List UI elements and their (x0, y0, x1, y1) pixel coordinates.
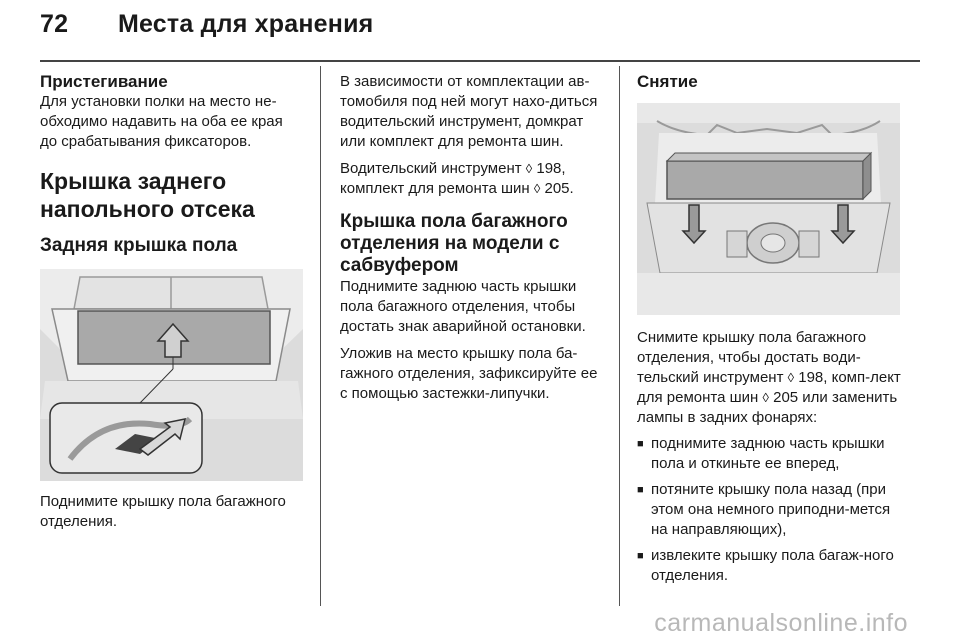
paragraph-velcro: Уложив на место крышку пола ба-гажного отделения, зафиксируйте ее с помощью застежки-липучки. (340, 345, 598, 402)
column-divider (320, 66, 321, 606)
bullet-icon: ■ (637, 484, 644, 496)
list-item (637, 434, 905, 474)
page-reference-icon: ◊ (533, 181, 541, 196)
heading-rear-floor-cover: Задняя крышка пола (40, 235, 238, 256)
trunk-floor-illustration (40, 269, 303, 481)
heading-attach: Пристегивание (40, 72, 168, 91)
removal-text: Снимите крышку пола багажного отделения, чтобы достать води-тельский инструмент (637, 329, 867, 386)
tools-text-3: 205. (540, 180, 574, 197)
list-item (637, 480, 905, 540)
list-item (637, 546, 905, 586)
paragraph-tools-ref (340, 159, 606, 199)
list-item-text: извлеките крышку пола багаж-ного отделения. (651, 547, 894, 584)
column-1 (40, 72, 304, 532)
floor-cover-removal-illustration (637, 103, 900, 315)
column-2 (340, 72, 606, 404)
column-divider (619, 66, 620, 606)
removal-steps-list (637, 434, 905, 586)
figure-caption: Поднимите крышку пола багажного отделения. (40, 493, 286, 530)
tools-text-2: 198, комплект для ремонта шин (340, 160, 566, 197)
page-reference-icon: ◊ (787, 370, 795, 385)
tools-text: Водительский инструмент (340, 160, 526, 177)
page-number: 72 (40, 10, 69, 38)
page-reference-icon: ◊ (525, 161, 533, 176)
bullet-icon: ■ (637, 550, 644, 562)
paragraph-removal (637, 328, 905, 428)
paragraph-contents: В зависимости от комплектации ав-томобиля под ней могут нахо-диться водительский инструмент, домкрат или комплект для ремонта шин. (340, 73, 598, 150)
watermark: carmanualsonline.info (654, 609, 908, 637)
list-item-text: поднимите заднюю часть крышки пола и откиньте ее вперед, (651, 435, 885, 472)
paragraph-warning-sign: Поднимите заднюю часть крышки пола багажного отделения, чтобы достать знак аварийной остановки. (340, 278, 586, 335)
heading-floor-cover: Крышка заднего напольного отсека (40, 168, 255, 222)
column-3 (637, 72, 905, 592)
removal-text-3: 205 или заменить лампы в задних фонарях: (637, 389, 898, 426)
heading-removal: Снятие (637, 72, 698, 91)
paragraph-attach: Для установки полки на место не-обходимо надавить на оба ее края до срабатывания фиксаторов. (40, 93, 283, 150)
heading-subwoofer: Крышка пола багажного отделения на модели с сабвуфером (340, 211, 568, 276)
header-rule (40, 60, 920, 62)
list-item-text: потяните крышку пола назад (при этом она немного приподни-мется на направляющих), (651, 481, 891, 538)
page-reference-icon: ◊ (762, 390, 769, 405)
removal-text-2: 198, комп-лект для ремонта шин (637, 369, 901, 406)
page-header (40, 10, 373, 39)
bullet-icon: ■ (637, 438, 644, 450)
page-title: Места для хранения (118, 10, 374, 38)
